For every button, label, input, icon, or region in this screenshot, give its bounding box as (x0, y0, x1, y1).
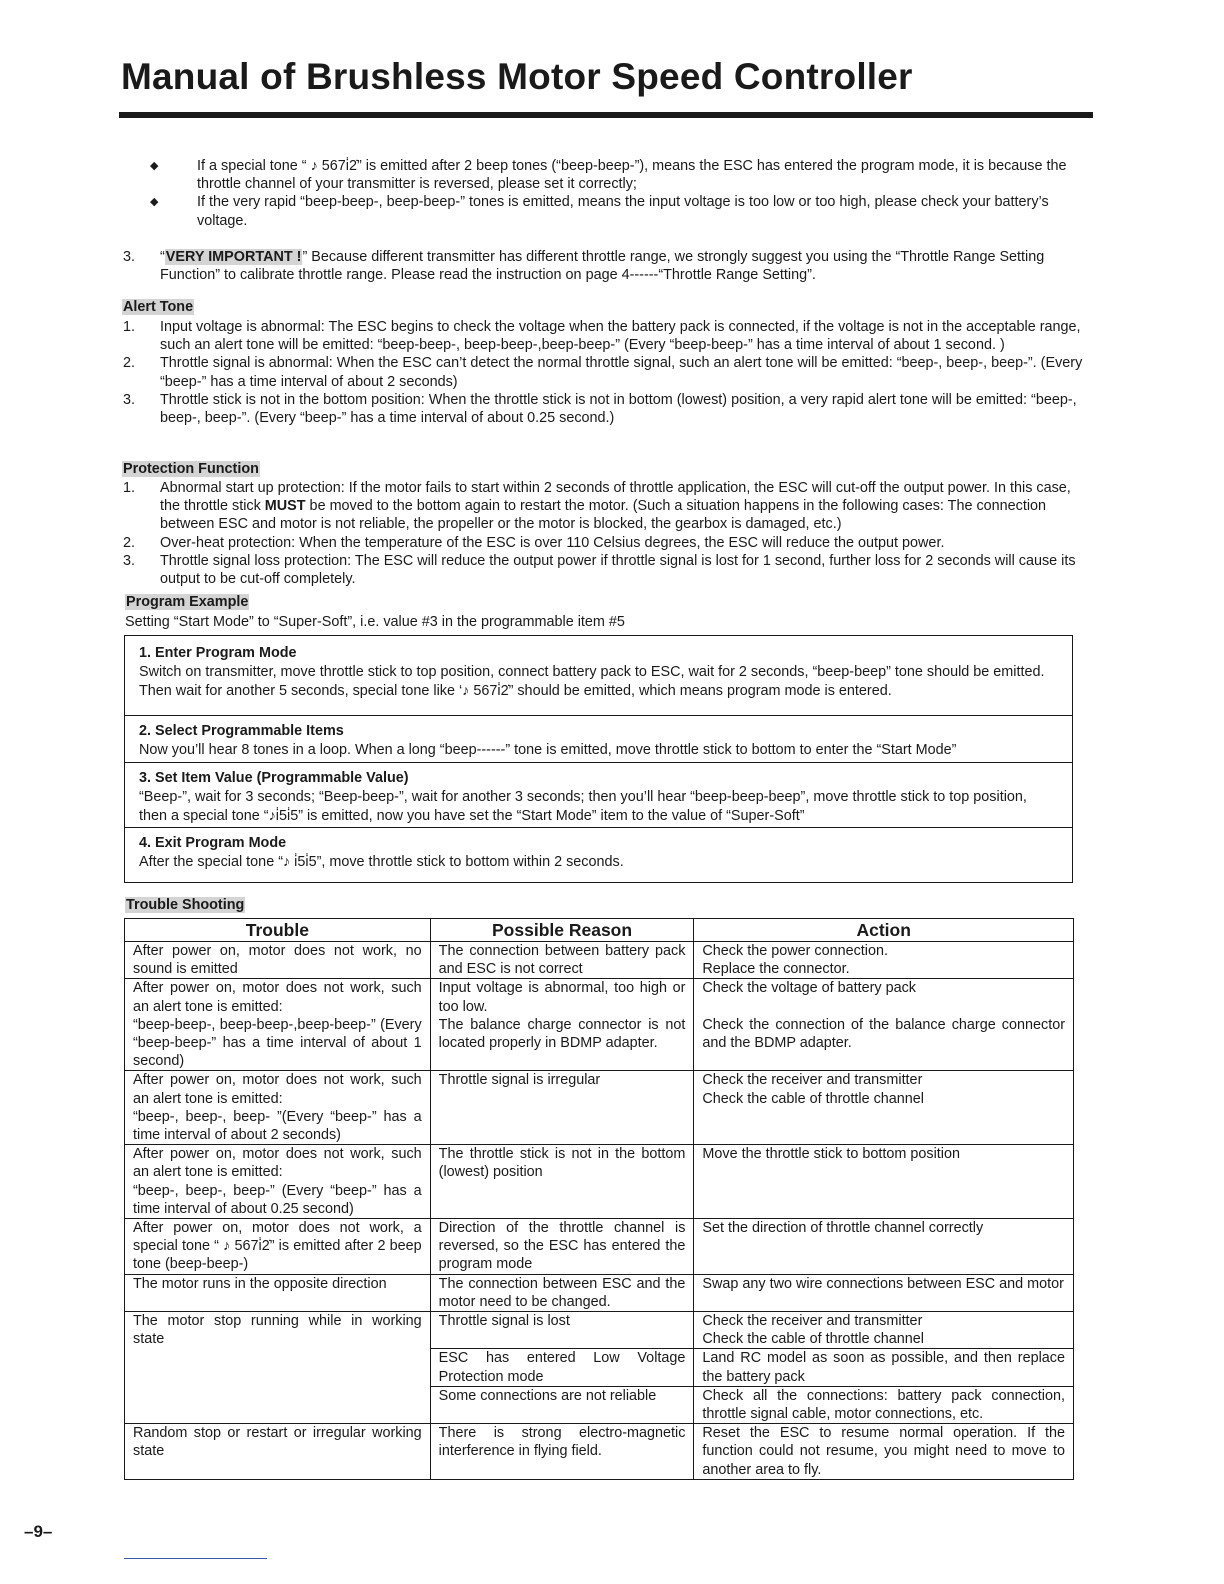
important-text: ” Because different transmitter has different throttle range, we strongly suggest you using the “Throttle Range Setting Function” to calibrate throttle range. Please read the instruction on page 4------“Throttle Range Setting”. (160, 249, 1045, 284)
program-step (125, 636, 1072, 716)
action-cell: Check the receiver and transmitter Check the cable of throttle channel (694, 1312, 1074, 1349)
trouble-cell: After power on, motor does not work, a special tone “ ♪ 567i̇2̇” is emitted after 2 beep tone (beep-beep-) (125, 1219, 431, 1275)
program-step (125, 716, 1072, 763)
footer-rule (124, 1558, 267, 1559)
item-number: 3. (123, 249, 136, 265)
trouble-cell: After power on, motor does not work, such an alert tone is emitted: “beep-, beep-, beep- ”(Every “beep-” has a time interval of about 2 seconds) (125, 1071, 431, 1145)
trouble-cell: Random stop or restart or irregular working state (125, 1424, 431, 1480)
action-cell: Check the power connection. Replace the connector. (694, 942, 1074, 979)
diamond-bullet-icon: ◆ (150, 196, 159, 209)
action-cell: Check all the connections: battery pack connection, throttle signal cable, motor connections, etc. (694, 1386, 1074, 1423)
very-important-label: VERY IMPORTANT ! (165, 249, 302, 265)
bullet-text: If a special tone “ ♪ 567i̇2̇” is emitted after 2 beep tones (“beep-beep-”), means the ESC has entered the program mode, it is because the throttle channel of your transmitter is reversed, please set it correctly; (197, 158, 1067, 193)
reason-cell: Throttle signal is irregular (430, 1071, 694, 1145)
alert-tone-list (123, 318, 1085, 427)
list-item: 3. Throttle signal loss protection: The ESC will reduce the output power if throttle signal is lost for 1 second, further loss for 2 seconds will cause its output to be cut-off completely. (123, 552, 1076, 588)
trouble-shooting-heading: Trouble Shooting (126, 897, 245, 913)
list-item: 1. Input voltage is abnormal: The ESC begins to check the voltage when the battery pack is connected, if the voltage is not in the acceptable range, such an alert tone will be emitted: “beep-beep-, beep-beep-,beep-beep-” (Every “beep-beep-” has a time interval of about 1 second. ) (123, 319, 1081, 354)
step-body: “Beep-”, wait for 3 seconds; “Beep-beep-”, wait for another 3 seconds; then you’ll hear “beep-beep-beep”, move throttle stick to top position, then a special tone “♪i̇5i̇5” is emitted, now you have set the “Start Mode” item to the value of “Super-Soft” (139, 789, 1027, 824)
trouble-shooting-table (124, 918, 1074, 1480)
table-header-row (125, 919, 1074, 942)
reason-cell: Throttle signal is lost (430, 1312, 694, 1349)
table-body (125, 942, 1074, 1480)
reason-cell: Direction of the throttle channel is reversed, so the ESC has entered the program mode (430, 1219, 694, 1275)
program-step (125, 763, 1072, 828)
program-step (125, 828, 1072, 882)
step-title: 4. Exit Program Mode (139, 835, 287, 851)
action-cell: Reset the ESC to resume normal operation. If the function could not resume, you might need to move to another area to fly. (694, 1424, 1074, 1480)
important-note: 3. “VERY IMPORTANT !” Because different transmitter has different throttle range, we strongly suggest you using the “Throttle Range Setting Function” to calibrate throttle range. Please read the instruction on page 4------“Throttle Range Setting”. (123, 249, 1045, 284)
step-title: 3. Set Item Value (Programmable Value) (139, 770, 409, 786)
step-body: After the special tone “♪ i̇5i̇5”, move throttle stick to bottom within 2 seconds. (139, 854, 624, 870)
table-row (125, 1274, 1074, 1311)
action-cell: Set the direction of throttle channel correctly (694, 1219, 1074, 1275)
action-cell: Move the throttle stick to bottom position (694, 1145, 1074, 1219)
reason-cell: The connection between battery pack and ESC is not correct (430, 942, 694, 979)
program-example-intro: Setting “Start Mode” to “Super-Soft”, i.e. value #3 in the programmable item #5 (125, 614, 625, 630)
action-cell: Check the voltage of battery pack Check the connection of the balance charge connector and the BDMP adapter. (694, 979, 1074, 1071)
reason-cell: The connection between ESC and the motor need to be changed. (430, 1274, 694, 1311)
protection-heading: Protection Function (123, 461, 259, 477)
bullet-list (150, 157, 1090, 230)
table-row (125, 1145, 1074, 1219)
action-cell: Swap any two wire connections between ESC and motor (694, 1274, 1074, 1311)
step-body: Switch on transmitter, move throttle stick to top position, connect battery pack to ESC, wait for 2 seconds, “beep-beep” tone should be emitted. Then wait for another 5 seconds, special tone like ‘♪ 567i̇2̇” should be emitted, which means program mode is entered. (139, 664, 1045, 699)
list-item: 1. Abnormal start up protection: If the motor fails to start within 2 seconds of throttle application, the ESC will cut-off the output power. In this case, the throttle stick MUST be moved to the bottom again to restart the motor. (Such a situation happens in the following cases: The connection between ESC and motor is not reliable, the propeller or the motor is blocked, the gearbox is damaged, etc.) (123, 480, 1071, 533)
column-header: Possible Reason (430, 919, 694, 942)
trouble-cell: After power on, motor does not work, no sound is emitted (125, 942, 431, 979)
title-rule (119, 112, 1093, 118)
column-header: Action (694, 919, 1074, 942)
reason-cell: Input voltage is abnormal, too high or too low. The balance charge connector is not located properly in BDMP adapter. (430, 979, 694, 1071)
bullet-text: If the very rapid “beep-beep-, beep-beep-” tones is emitted, means the input voltage is too low or too high, please check your battery’s voltage. (197, 194, 1049, 229)
trouble-cell: The motor runs in the opposite direction (125, 1274, 431, 1311)
table-row (125, 1219, 1074, 1275)
table-row (125, 979, 1074, 1071)
list-item: 2. Over-heat protection: When the temperature of the ESC is over 110 Celsius degrees, the ESC will reduce the output power. (123, 534, 945, 551)
page-title: Manual of Brushless Motor Speed Controller (121, 56, 913, 97)
list-item: 2. Throttle signal is abnormal: When the ESC can’t detect the normal throttle signal, such an alert tone will be emitted: “beep-, beep-, beep-”. (Every “beep-” has a time interval of about 2 seconds) (123, 355, 1083, 390)
bullet-item (150, 157, 1090, 193)
step-title: 2. Select Programmable Items (139, 723, 344, 739)
action-cell: Check the receiver and transmitter Check the cable of throttle channel (694, 1071, 1074, 1145)
program-steps-box (124, 635, 1073, 883)
table-row (125, 1424, 1074, 1480)
table-row (125, 1071, 1074, 1145)
must-emphasis: MUST (264, 498, 306, 515)
table-row (125, 942, 1074, 979)
trouble-cell: The motor stop running while in working state (125, 1312, 431, 1424)
alert-tone-heading: Alert Tone (123, 299, 194, 315)
step-title: 1. Enter Program Mode (139, 645, 297, 661)
page-number: –9– (24, 1522, 53, 1541)
protection-list (123, 479, 1085, 588)
column-header: Trouble (125, 919, 431, 942)
reason-cell: There is strong electro-magnetic interference in flying field. (430, 1424, 694, 1480)
bullet-item (150, 193, 1090, 229)
step-body: Now you’ll hear 8 tones in a loop. When a long “beep------” tone is emitted, move throttle stick to bottom to enter the “Start Mode” (139, 742, 957, 758)
diamond-bullet-icon: ◆ (150, 160, 159, 172)
list-item: 3. Throttle stick is not in the bottom position: When the throttle stick is not in bottom (lowest) position, a very rapid alert tone will be emitted: “beep-, beep-, beep-”. (Every “beep-” has a time interval of about 0.25 second.) (123, 391, 1077, 427)
trouble-cell: After power on, motor does not work, such an alert tone is emitted: “beep-beep-, beep-beep-,beep-beep-” (Every “beep-beep-” has a time interval of about 1 second) (125, 979, 431, 1071)
reason-cell: ESC has entered Low Voltage Protection mode (430, 1349, 694, 1386)
trouble-cell: After power on, motor does not work, such an alert tone is emitted: “beep-, beep-, beep-” (Every “beep-” has a time interval of about 0.25 second) (125, 1145, 431, 1219)
reason-cell: The throttle stick is not in the bottom (lowest) position (430, 1145, 694, 1219)
program-example-heading: Program Example (126, 594, 249, 610)
table-row (125, 1312, 1074, 1349)
reason-cell: Some connections are not reliable (430, 1386, 694, 1423)
action-cell: Land RC model as soon as possible, and then replace the battery pack (694, 1349, 1074, 1386)
